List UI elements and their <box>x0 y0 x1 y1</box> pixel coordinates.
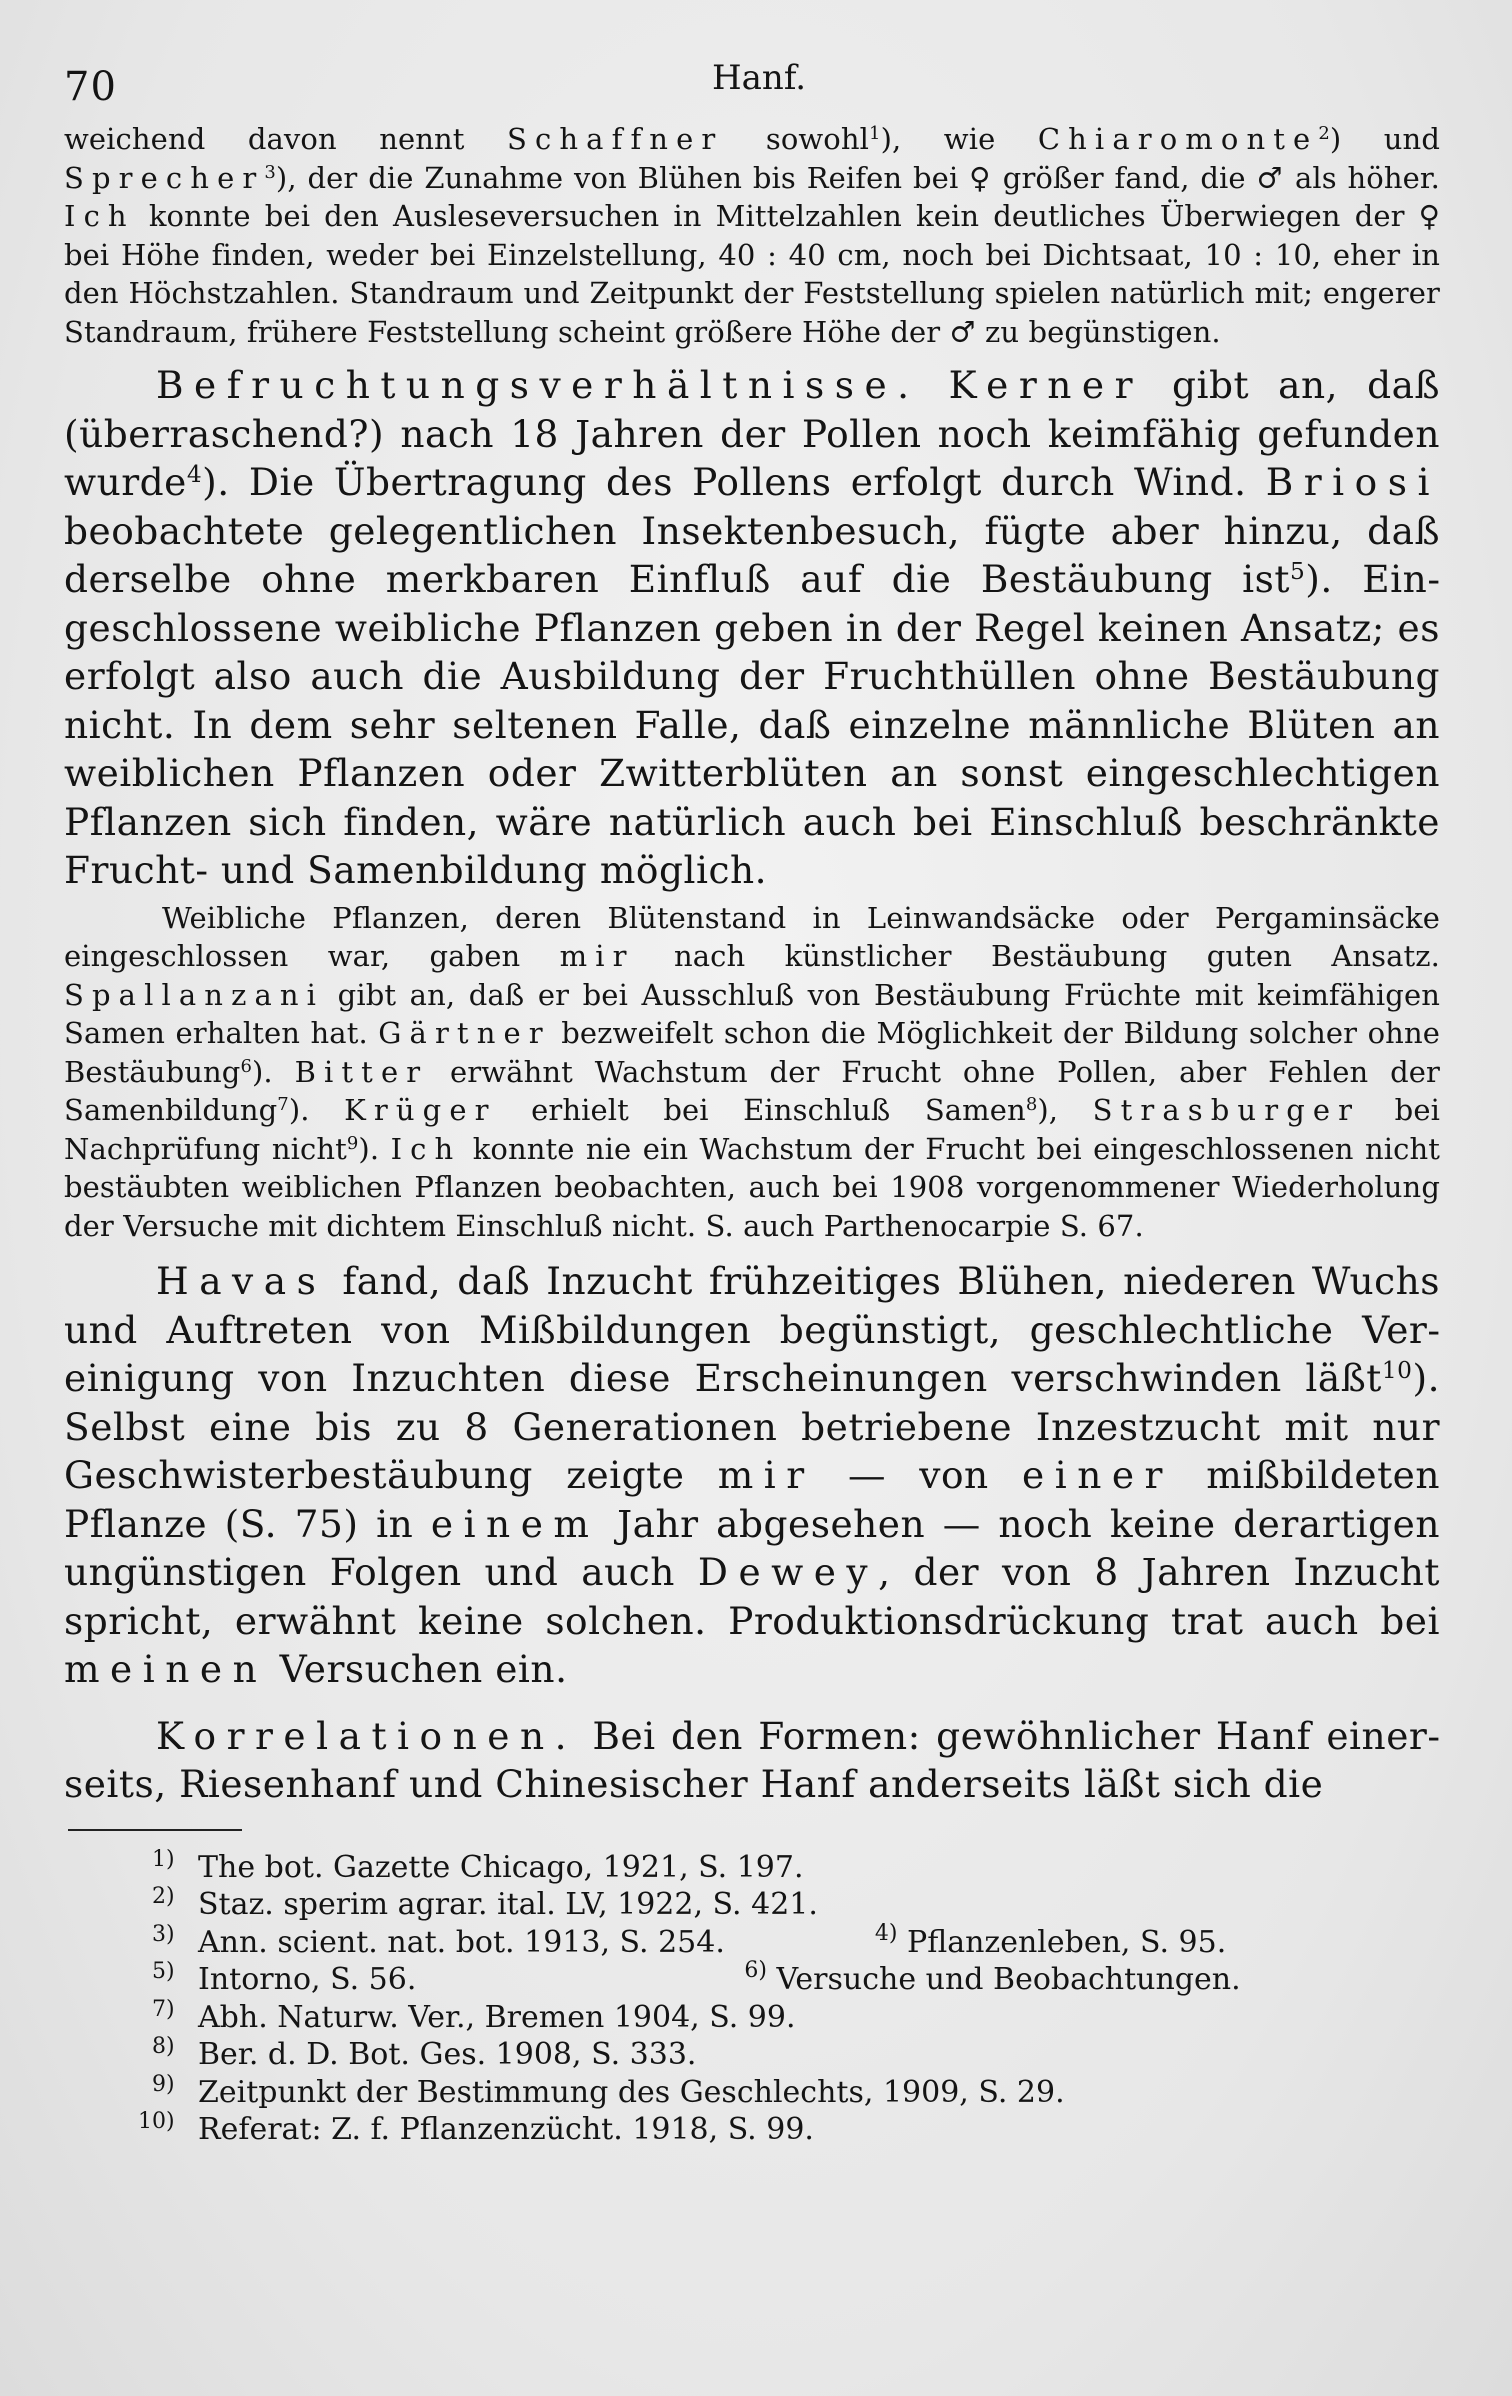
author-name: Gärtner <box>378 1016 551 1050</box>
author-name: Schaffner <box>507 122 724 156</box>
footnote: 2) Staz. sperim agrar. ital. LV, 1922, S. 421. <box>152 1884 818 1922</box>
footnote-ref: 8 <box>1025 1094 1038 1116</box>
footnote-ref: 2 <box>1318 123 1330 145</box>
footnote-ref: 7 <box>277 1094 289 1116</box>
author-name: Kerner <box>948 363 1144 407</box>
paragraph-korrelationen: Korrelationen. Bei den Formen: gewöhnlicher Hanf einerseits, Riesenhanf und Chinesischer Hanf anderseits läßt sich die <box>64 1713 1440 1806</box>
footnote: 5) Intorno, S. 56. $^{6)}$ Versuche und Beobachtungen. <box>152 1957 1241 1997</box>
paragraph-befruchtung: Befruchtungsverhältnisse. Kerner gibt an, daß (überraschend?) nach 18 Jahren der Pollen noch keimfähig gefunden wurde$^4$). Die Übertragung des Pollens erfolgt durch Wind. Briosi beobachtete gelegentlichen Insektenbesuch, fügte aber hinzu, daß derselbe ohne merkbaren Einfluß auf die Bestäubung ist$^5$). Eingeschlossene weibliche Pflanzen geben in der Regel keinen Ansatz; es erfolgt also auch die Ausbildung der Fruchthüllen ohne Bestäubung nicht. In dem sehr seltenen Falle, daß einzelne männliche Blüten an weiblichen Pflanzen oder Zwitterblüten an sonst eingeschlechtigen Pflanzen sich finden, wäre natürlich auch bei Einschluß beschränkte Frucht- und Samenbildung möglich. <box>64 363 1440 892</box>
emphasis: meinen <box>64 1647 268 1691</box>
footnote-ref: 9 <box>346 1132 359 1154</box>
author-name: Briosi <box>1265 460 1440 504</box>
footnote-ref: 3 <box>264 161 276 183</box>
footnotes <box>64 1846 1440 2149</box>
footnote-ref: 1 <box>869 123 881 145</box>
footnote: 7) Abh. Naturw. Ver., Bremen 1904, S. 99. <box>152 1996 796 2035</box>
author-name: Chiaromonte <box>1037 122 1319 156</box>
footnote: 3) Ann. scient. nat. bot. 1913, S. 254. $^{4)}$ Pflanzenleben, S. 95. <box>152 1920 1227 1960</box>
author-name: Dewey <box>697 1550 879 1594</box>
footnote-ref: 10 <box>1381 1357 1413 1385</box>
paragraph-inzucht: Havas fand, daß Inzucht frühzeitiges Blühen, niederen Wuchs und Auftreten von Mißbildungen begünstigt, geschlechtliche Vereinigung von Inzuchten diese Erscheinungen verschwinden läßt$^{10}$). Selbst eine bis zu 8 Generationen betriebene Inzestzucht mit nur Geschwisterbestäubung zeigte mir — von einer mißbildeten Pflanze (S. 75) in einem Jahr abgesehen — noch keine derartigen ungünstigen Folgen und auch Dewey, der von 8 Jahren Inzucht spricht, erwähnt keine solchen. Produktionsdrückung trat auch bei meinen Versuchen ein. <box>64 1259 1441 1691</box>
footnote-divider <box>68 1829 242 1831</box>
author-name: Spallanzani <box>64 977 325 1012</box>
paragraph-height-comparison: weichend davon nennt Schaffner sowohl$^1$), wie Chiaromonte$^2$) und Sprecher$^3$), der die Zunahme von Blühen bis Reifen bei ♀ größer fand, die ♂ als höher. Ich konnte bei den Ausleseversuchen in Mittelzahlen kein deutliches Überwiegen der ♀ bei Höhe finden, weder bei Einzelstellung, 40 : 40 cm, noch bei Dichtsaat, 10 : 10, eher in den Höchstzahlen. Standraum und Zeitpunkt der Feststellung spielen natürlich mit; engerer Standraum, frühere Feststellung scheint größere Höhe der ♂ zu begünstigen. <box>64 122 1440 349</box>
footnote: 1) The bot. Gazette Chicago, 1921, S. 197. <box>152 1846 804 1885</box>
footnote: 8) Ber. d. D. Bot. Ges. 1908, S. 333. <box>152 2034 697 2072</box>
emphasis: Ich <box>64 199 135 233</box>
page-header <box>64 50 1440 120</box>
author-name: Bitter <box>294 1054 429 1089</box>
author-name: Sprecher <box>64 160 265 195</box>
section-heading: Korrelationen. <box>156 1713 578 1758</box>
footnote-ref: 6 <box>240 1055 253 1077</box>
author-name: Havas <box>156 1259 327 1303</box>
emphasis: einem <box>430 1501 600 1546</box>
emphasis: Ich <box>390 1131 462 1166</box>
running-head: Hanf. <box>712 58 806 98</box>
emphasis: mir <box>559 939 635 973</box>
paragraph-bestaeubung-versuche: Weibliche Pflanzen, deren Blütenstand in Leinwandsäcke oder Pergaminsäcke eingeschlossen war, gaben mir nach künstlicher Bestäubung guten Ansatz. Spallanzani gibt an, daß er bei Ausschluß von Bestäubung Früchte mit keimfähigen Samen erhalten hat. Gärtner bezweifelt schon die Möglichkeit der Bildung solcher ohne Bestäubung$^6$). Bitter erwähnt Wachstum der Frucht ohne Pollen, aber Fehlen der Samenbildung$^7$). Krüger erhielt bei Einschluß Samen$^8$), Strasburger bei Nachprüfung nicht$^9$). Ich konnte nie ein Wachstum der Frucht bei eingeschlossenen nicht bestäubten weiblichen Pflanzen beobachten, auch bei 1908 vorgenommener Wiederholung der Versuche mit dichtem Einschluß nicht. S. auch Parthenocarpie S. 67. <box>64 900 1440 1243</box>
author-name: Strasburger <box>1092 1093 1361 1127</box>
section-heading: Befruchtungsverhältnisse. <box>156 363 920 407</box>
page-number: 70 <box>64 64 117 110</box>
emphasis: einer <box>1022 1453 1173 1497</box>
footnote: 9) Zeitpunkt der Bestimmung des Geschlechts, 1909, S. 29. <box>152 2071 1065 2110</box>
footnote-ref: 5 <box>1289 558 1306 586</box>
footnote: 10) Referat: Z. f. Pflanzenzücht. 1918, S. 99. <box>138 2109 814 2147</box>
footnote-ref: 4 <box>186 461 203 489</box>
author-name: Krüger <box>344 1093 497 1127</box>
emphasis: mir <box>717 1453 815 1497</box>
